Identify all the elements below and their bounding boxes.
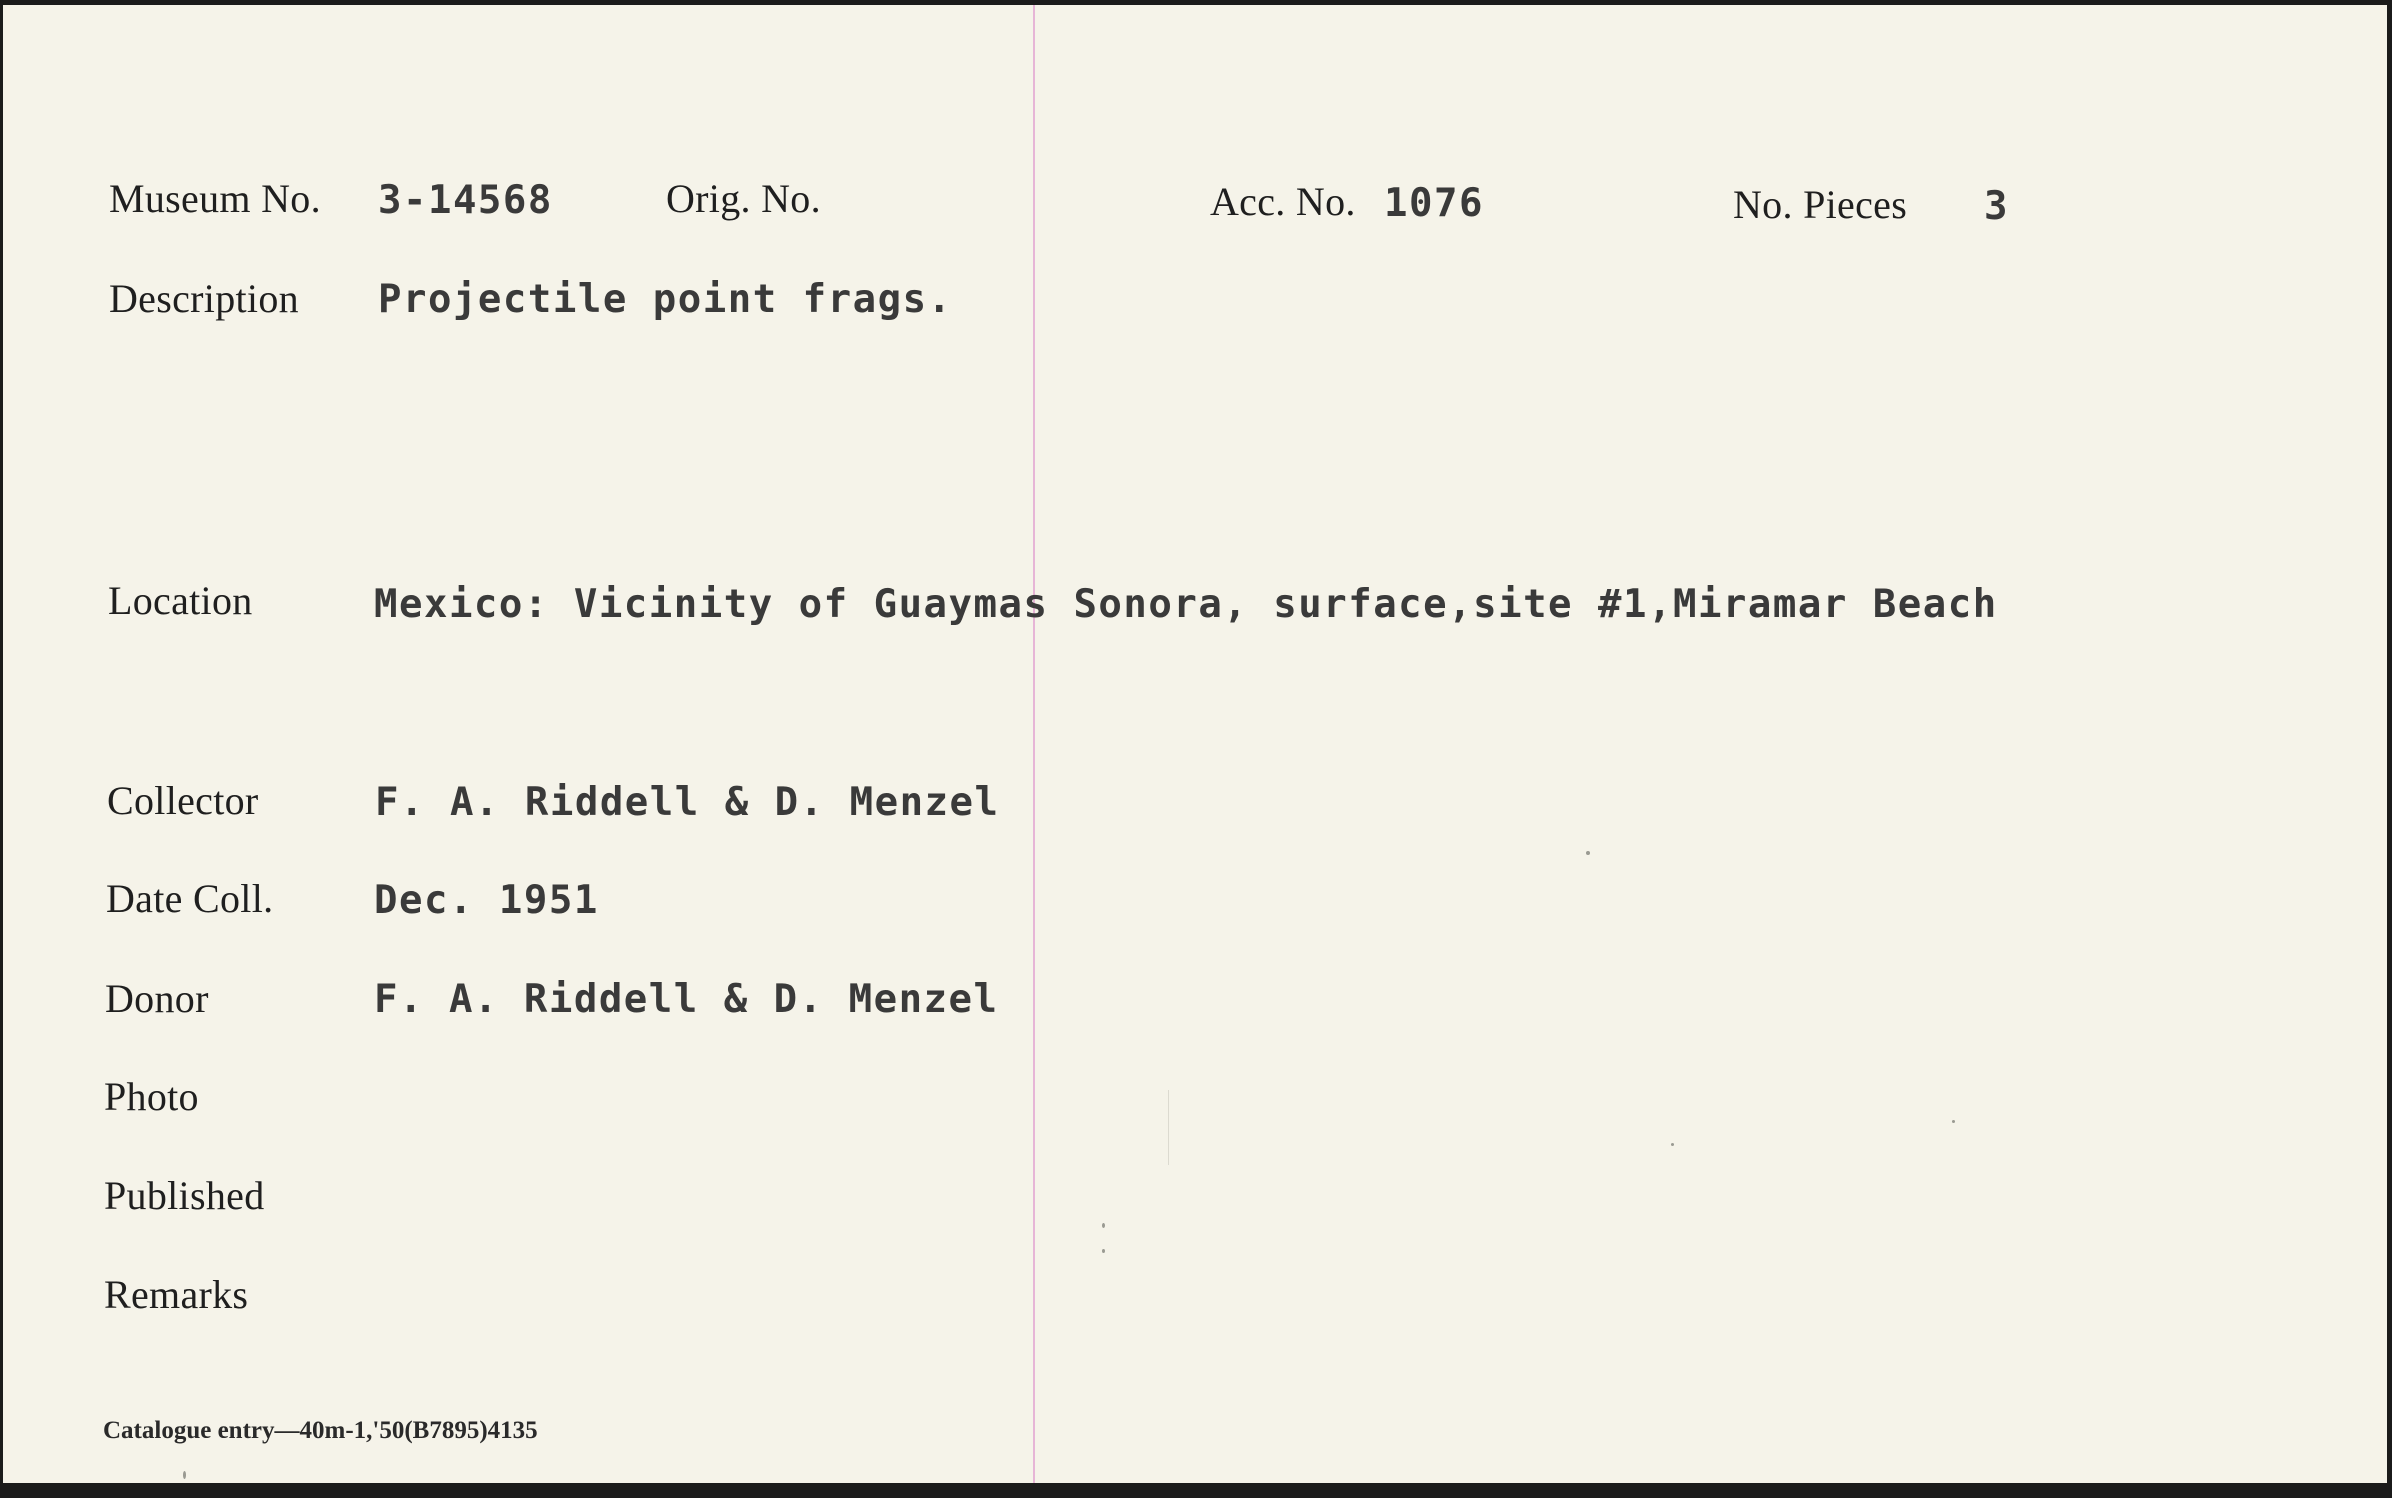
remarks-label: Remarks — [104, 1272, 249, 1317]
photo-label: Photo — [104, 1074, 199, 1119]
no-pieces-value: 3 — [1984, 184, 2009, 229]
date-coll-label: Date Coll. — [106, 876, 274, 921]
museum-no-label: Museum No. — [109, 176, 321, 221]
faint-paper-mark — [1168, 1090, 1169, 1165]
no-pieces-label: No. Pieces — [1733, 182, 1908, 227]
museum-no-value: 3-14568 — [378, 178, 553, 223]
paper-speck — [1102, 1223, 1105, 1228]
published-label: Published — [104, 1173, 265, 1218]
collector-label: Collector — [107, 778, 259, 823]
paper-speck — [1586, 851, 1590, 855]
acc-no-value: 1076 — [1384, 181, 1484, 226]
collector-value: F. A. Riddell & D. Menzel — [375, 780, 1000, 825]
acc-no-label: Acc. No. — [1210, 179, 1356, 224]
description-value: Projectile point frags. — [378, 277, 953, 322]
orig-no-label: Orig. No. — [666, 176, 821, 221]
description-label: Description — [109, 276, 299, 321]
date-coll-value: Dec. 1951 — [374, 878, 599, 923]
location-label: Location — [108, 578, 253, 623]
donor-value: F. A. Riddell & D. Menzel — [374, 977, 999, 1022]
catalogue-entry-footer: Catalogue entry—40m-1,'50(B7895)4135 — [103, 1417, 538, 1444]
paper-speck — [183, 1471, 186, 1479]
vertical-margin-rule — [1033, 5, 1035, 1483]
catalogue-card — [3, 5, 2387, 1483]
paper-speck — [1671, 1143, 1674, 1146]
donor-label: Donor — [105, 976, 209, 1021]
paper-speck — [1952, 1120, 1955, 1123]
paper-speck — [1102, 1249, 1105, 1253]
location-value: Mexico: Vicinity of Guaymas Sonora, surface,site #1,Miramar Beach — [374, 582, 1998, 627]
